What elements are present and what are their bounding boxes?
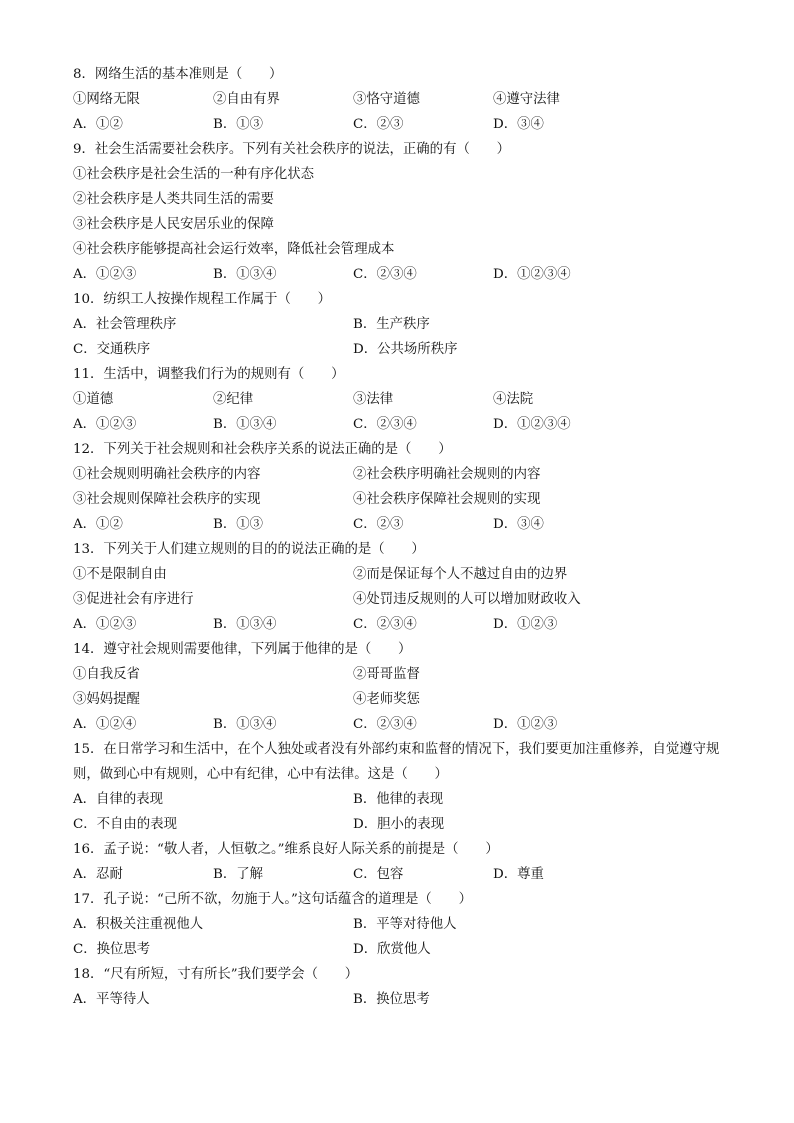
answer-row bbox=[73, 937, 733, 962]
answer-row bbox=[73, 312, 733, 337]
statement-4: ④法院 bbox=[493, 392, 534, 407]
question-13 bbox=[73, 537, 733, 637]
option-row bbox=[73, 462, 733, 487]
choice-b: B．①③ bbox=[213, 117, 264, 132]
question-10 bbox=[73, 287, 733, 362]
choice-a: A．①②③ bbox=[73, 417, 137, 432]
question-stem: 17．孔子说：“己所不欲，勿施于人。”这句话蕴含的道理是（ ） bbox=[73, 892, 472, 907]
choice-c: C．换位思考 bbox=[73, 942, 151, 957]
question-stem: 9．社会生活需要社会秩序。下列有关社会秩序的说法，正确的有（ ） bbox=[73, 142, 511, 157]
answer-row bbox=[73, 412, 733, 437]
question-stem: 10．纺织工人按操作规程工作属于（ ） bbox=[73, 292, 332, 307]
choice-b: B．平等对待他人 bbox=[353, 917, 457, 932]
choice-d: D．胆小的表现 bbox=[353, 817, 445, 832]
statement-1: ①社会规则明确社会秩序的内容 bbox=[73, 467, 261, 482]
choice-d: D．尊重 bbox=[493, 867, 544, 882]
statement-2: ②社会秩序明确社会规则的内容 bbox=[353, 467, 541, 482]
statement-3: ③社会秩序是人民安居乐业的保障 bbox=[73, 217, 274, 232]
answer-row bbox=[73, 812, 733, 837]
choice-c: C．②③④ bbox=[353, 617, 417, 632]
statement-3: ③妈妈提醒 bbox=[73, 692, 140, 707]
statement-row bbox=[73, 162, 733, 187]
option-row bbox=[73, 562, 733, 587]
choice-a: A．①②④ bbox=[73, 717, 137, 732]
choice-a: A．社会管理秩序 bbox=[73, 317, 177, 332]
choice-a: A．①② bbox=[73, 117, 123, 132]
choice-d: D．公共场所秩序 bbox=[353, 342, 458, 357]
choice-a: A．①②③ bbox=[73, 267, 137, 282]
choice-b: B．他律的表现 bbox=[353, 792, 444, 807]
exam-document bbox=[73, 62, 733, 1012]
choice-a: A．①② bbox=[73, 517, 123, 532]
statement-row bbox=[73, 212, 733, 237]
answer-row bbox=[73, 612, 733, 637]
question-stem: 12．下列关于社会规则和社会秩序关系的说法正确的是（ ） bbox=[73, 442, 452, 457]
statement-row bbox=[73, 237, 733, 262]
choice-d: D．①②③④ bbox=[493, 417, 571, 432]
answer-row bbox=[73, 912, 733, 937]
statement-3: ③社会规则保障社会秩序的实现 bbox=[73, 492, 261, 507]
choice-d: D．①②③④ bbox=[493, 267, 571, 282]
choice-b: B．换位思考 bbox=[353, 992, 430, 1007]
choice-b: B．了解 bbox=[213, 867, 264, 882]
question-9 bbox=[73, 137, 733, 287]
statement-1: ①自我反省 bbox=[73, 667, 140, 682]
answer-row bbox=[73, 987, 733, 1012]
option-row bbox=[73, 687, 733, 712]
option-row bbox=[73, 387, 733, 412]
statement-2: ②纪律 bbox=[213, 392, 254, 407]
choice-c: C．交通秩序 bbox=[73, 342, 151, 357]
choice-b: B．①③④ bbox=[213, 417, 277, 432]
choice-a: A．自律的表现 bbox=[73, 792, 164, 807]
question-stem: 16．孟子说：“敬人者，人恒敬之。”维系良好人际关系的前提是（ ） bbox=[73, 842, 499, 857]
choice-a: A．平等待人 bbox=[73, 992, 150, 1007]
statement-4: ④处罚违反规则的人可以增加财政收入 bbox=[353, 592, 581, 607]
statement-2: ②社会秩序是人类共同生活的需要 bbox=[73, 192, 274, 207]
answer-row bbox=[73, 787, 733, 812]
statement-2: ②哥哥监督 bbox=[353, 667, 420, 682]
statement-1: ①网络无限 bbox=[73, 92, 140, 107]
question-stem: 15．在日常学习和生活中，在个人独处或者没有外部约束和监督的情况下，我们要更加注重修养，自觉遵守规则，做到心中有规则，心中有纪律，心中有法律。这是（ ） bbox=[73, 742, 720, 782]
statement-3: ③促进社会有序进行 bbox=[73, 592, 194, 607]
option-row bbox=[73, 87, 733, 112]
choice-c: C．包容 bbox=[353, 867, 404, 882]
question-14 bbox=[73, 637, 733, 737]
statement-4: ④老师奖惩 bbox=[353, 692, 420, 707]
question-stem: 8．网络生活的基本准则是（ ） bbox=[73, 67, 283, 82]
statement-4: ④遵守法律 bbox=[493, 92, 560, 107]
statement-4: ④社会秩序保障社会规则的实现 bbox=[353, 492, 541, 507]
option-row bbox=[73, 487, 733, 512]
statement-1: ①不是限制自由 bbox=[73, 567, 167, 582]
statement-2: ②自由有界 bbox=[213, 92, 280, 107]
question-18 bbox=[73, 962, 733, 1012]
choice-c: C．②③④ bbox=[353, 267, 417, 282]
choice-b: B．生产秩序 bbox=[353, 317, 430, 332]
question-12 bbox=[73, 437, 733, 537]
answer-row bbox=[73, 262, 733, 287]
option-row bbox=[73, 662, 733, 687]
choice-b: B．①③④ bbox=[213, 617, 277, 632]
choice-b: B．①③④ bbox=[213, 717, 277, 732]
answer-row bbox=[73, 112, 733, 137]
choice-a: A．①②③ bbox=[73, 617, 137, 632]
statement-3: ③恪守道德 bbox=[353, 92, 420, 107]
answer-row bbox=[73, 512, 733, 537]
question-stem: 18．“尺有所短，寸有所长”我们要学会（ ） bbox=[73, 967, 359, 982]
choice-c: C．不自由的表现 bbox=[73, 817, 177, 832]
question-15 bbox=[73, 737, 733, 837]
choice-a: A．积极关注重视他人 bbox=[73, 917, 204, 932]
choice-d: D．③④ bbox=[493, 517, 544, 532]
choice-d: D．欣赏他人 bbox=[353, 942, 431, 957]
statement-3: ③法律 bbox=[353, 392, 394, 407]
choice-c: C．②③ bbox=[353, 117, 404, 132]
choice-d: D．③④ bbox=[493, 117, 544, 132]
statement-row bbox=[73, 187, 733, 212]
answer-row bbox=[73, 337, 733, 362]
choice-c: C．②③④ bbox=[353, 717, 417, 732]
choice-d: D．①②③ bbox=[493, 617, 558, 632]
question-stem: 14．遵守社会规则需要他律，下列属于他律的是（ ） bbox=[73, 642, 412, 657]
choice-c: C．②③ bbox=[353, 517, 404, 532]
question-8 bbox=[73, 62, 733, 137]
statement-4: ④社会秩序能够提高社会运行效率，降低社会管理成本 bbox=[73, 242, 395, 257]
question-11 bbox=[73, 362, 733, 437]
question-17 bbox=[73, 887, 733, 962]
choice-a: A．忍耐 bbox=[73, 867, 123, 882]
question-stem: 13．下列关于人们建立规则的目的的说法正确的是（ ） bbox=[73, 542, 425, 557]
question-16 bbox=[73, 837, 733, 887]
statement-1: ①社会秩序是社会生活的一种有序化状态 bbox=[73, 167, 315, 182]
answer-row bbox=[73, 862, 733, 887]
choice-b: B．①③ bbox=[213, 517, 264, 532]
choice-d: D．①②③ bbox=[493, 717, 558, 732]
option-row bbox=[73, 587, 733, 612]
answer-row bbox=[73, 712, 733, 737]
statement-2: ②而是保证每个人不越过自由的边界 bbox=[353, 567, 568, 582]
question-stem: 11．生活中，调整我们行为的规则有（ ） bbox=[73, 367, 345, 382]
statement-1: ①道德 bbox=[73, 392, 114, 407]
choice-b: B．①③④ bbox=[213, 267, 277, 282]
choice-c: C．②③④ bbox=[353, 417, 417, 432]
